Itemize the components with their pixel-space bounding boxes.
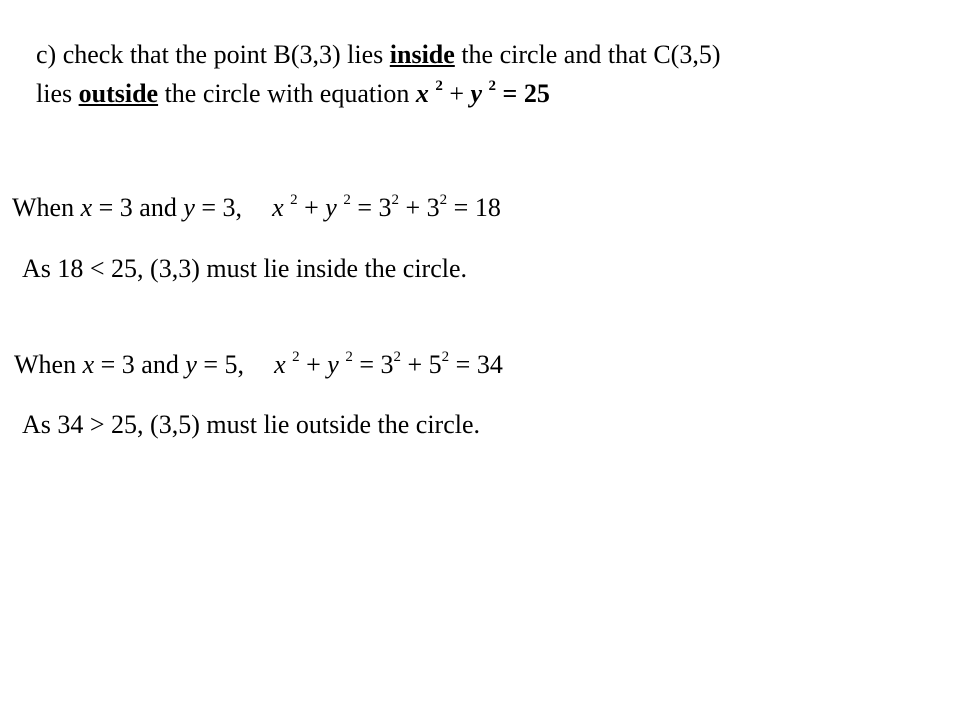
equation-exponent: 2 (435, 78, 443, 95)
case1-exponent: 2 (391, 192, 399, 209)
case1-working (12, 193, 501, 223)
equation-x: x (415, 79, 429, 108)
question-line-1 (36, 40, 721, 70)
case1-exponent: 2 (290, 192, 298, 209)
case2-exponent: 2 (441, 349, 450, 366)
question-line-2 (36, 79, 550, 109)
equation-exponent: 2 (488, 78, 497, 95)
case1-plus-b: + 3 (399, 193, 440, 222)
case1-exponent: 2 (343, 192, 351, 209)
case1-exponent: 2 (439, 192, 448, 209)
case2-expr-x: x (274, 350, 286, 379)
case2-eq-y: = 5, (196, 350, 245, 379)
question-text: the circle with equation (158, 79, 416, 108)
case1-eq-y: = 3, (194, 193, 243, 222)
case2-y: y (185, 350, 197, 379)
case2-exponent: 2 (393, 349, 401, 366)
case1-x: x (80, 193, 93, 222)
case1-y: y (183, 193, 195, 222)
equation-rhs: = 25 (502, 79, 550, 108)
question-text: lies (36, 79, 79, 108)
case2-working (14, 350, 503, 380)
case1-expr-y: y (325, 193, 337, 222)
case1-when: When (12, 193, 81, 222)
case2-result: = 34 (449, 350, 503, 379)
inside-keyword: inside (389, 40, 455, 69)
question-text: the circle and that C(3,5) (454, 40, 721, 69)
case1-expr-x: x (272, 193, 284, 222)
case1-eq-x: = 3 and (92, 193, 184, 222)
case2-when: When (14, 350, 83, 379)
case2-exponent: 2 (292, 349, 300, 366)
equation-y: y (470, 79, 483, 108)
case2-conclusion: As 34 > 25, (3,5) must lie outside the circle. (22, 410, 481, 439)
case2-exponent: 2 (345, 349, 353, 366)
case2-equals: = 3 (352, 350, 394, 379)
case1-plus: + (297, 193, 326, 222)
case1-conclusion: As 18 < 25, (3,3) must lie inside the circle. (22, 254, 468, 283)
case2-expr-y: y (327, 350, 339, 379)
case2-x: x (82, 350, 95, 379)
case2-plus-b: + 5 (401, 350, 442, 379)
case1-equals: = 3 (350, 193, 392, 222)
case1-result: = 18 (447, 193, 501, 222)
question-text: c) check that the point B(3,3) lies (36, 40, 390, 69)
outside-keyword: outside (78, 79, 159, 108)
case2-eq-x: = 3 and (94, 350, 186, 379)
equation-plus: + (442, 79, 471, 108)
case2-plus: + (299, 350, 328, 379)
